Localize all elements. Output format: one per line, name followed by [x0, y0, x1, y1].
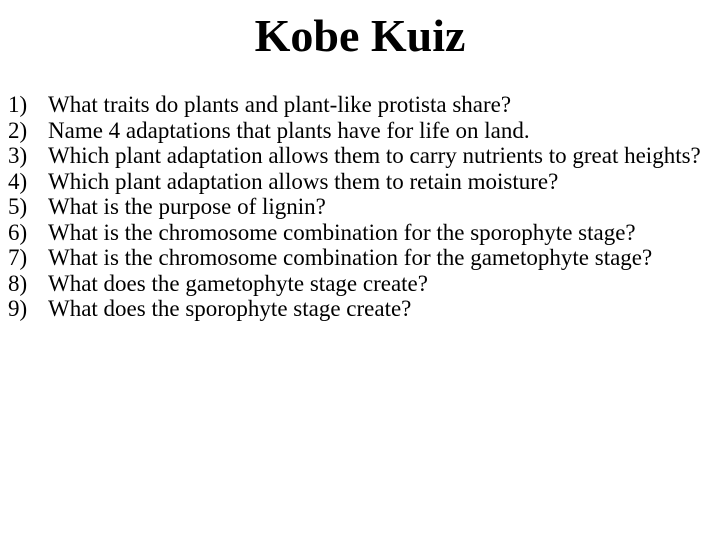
question-item: [8, 169, 716, 195]
question-number: 6): [8, 219, 28, 245]
question-item: [8, 194, 716, 220]
question-number: 5): [8, 194, 28, 219]
question-number: 8): [8, 270, 28, 296]
question-text: Which plant adaptation allows them to carry nutrients to great heights?: [48, 143, 701, 168]
question-item: [8, 118, 716, 144]
page-title: Kobe Kuiz: [254, 10, 466, 61]
question-text: What does the gametophyte stage create?: [48, 270, 428, 296]
question-text: Which plant adaptation allows them to retain moisture?: [48, 168, 559, 194]
question-text: What is the chromosome combination for the sporophyte stage?: [48, 219, 636, 245]
question-item: [8, 271, 716, 297]
question-number: 2): [8, 117, 28, 143]
question-number: 4): [8, 168, 28, 194]
question-list: [8, 92, 716, 322]
question-item: [8, 143, 716, 169]
question-text: Name 4 adaptations that plants have for life on land.: [48, 117, 530, 143]
question-text: What does the sporophyte stage create?: [48, 296, 412, 321]
question-text: What is the chromosome combination for the gametophyte stage?: [48, 245, 653, 270]
question-item: [8, 92, 716, 118]
question-item: [8, 245, 716, 271]
question-number: 3): [8, 143, 28, 168]
question-text: What traits do plants and plant-like protista share?: [48, 92, 512, 117]
question-text: What is the purpose of lignin?: [48, 194, 326, 219]
question-number: 9): [8, 296, 28, 321]
question-number: 7): [8, 245, 28, 270]
question-item: [8, 296, 716, 322]
question-number: 1): [8, 92, 28, 117]
question-item: [8, 220, 716, 246]
